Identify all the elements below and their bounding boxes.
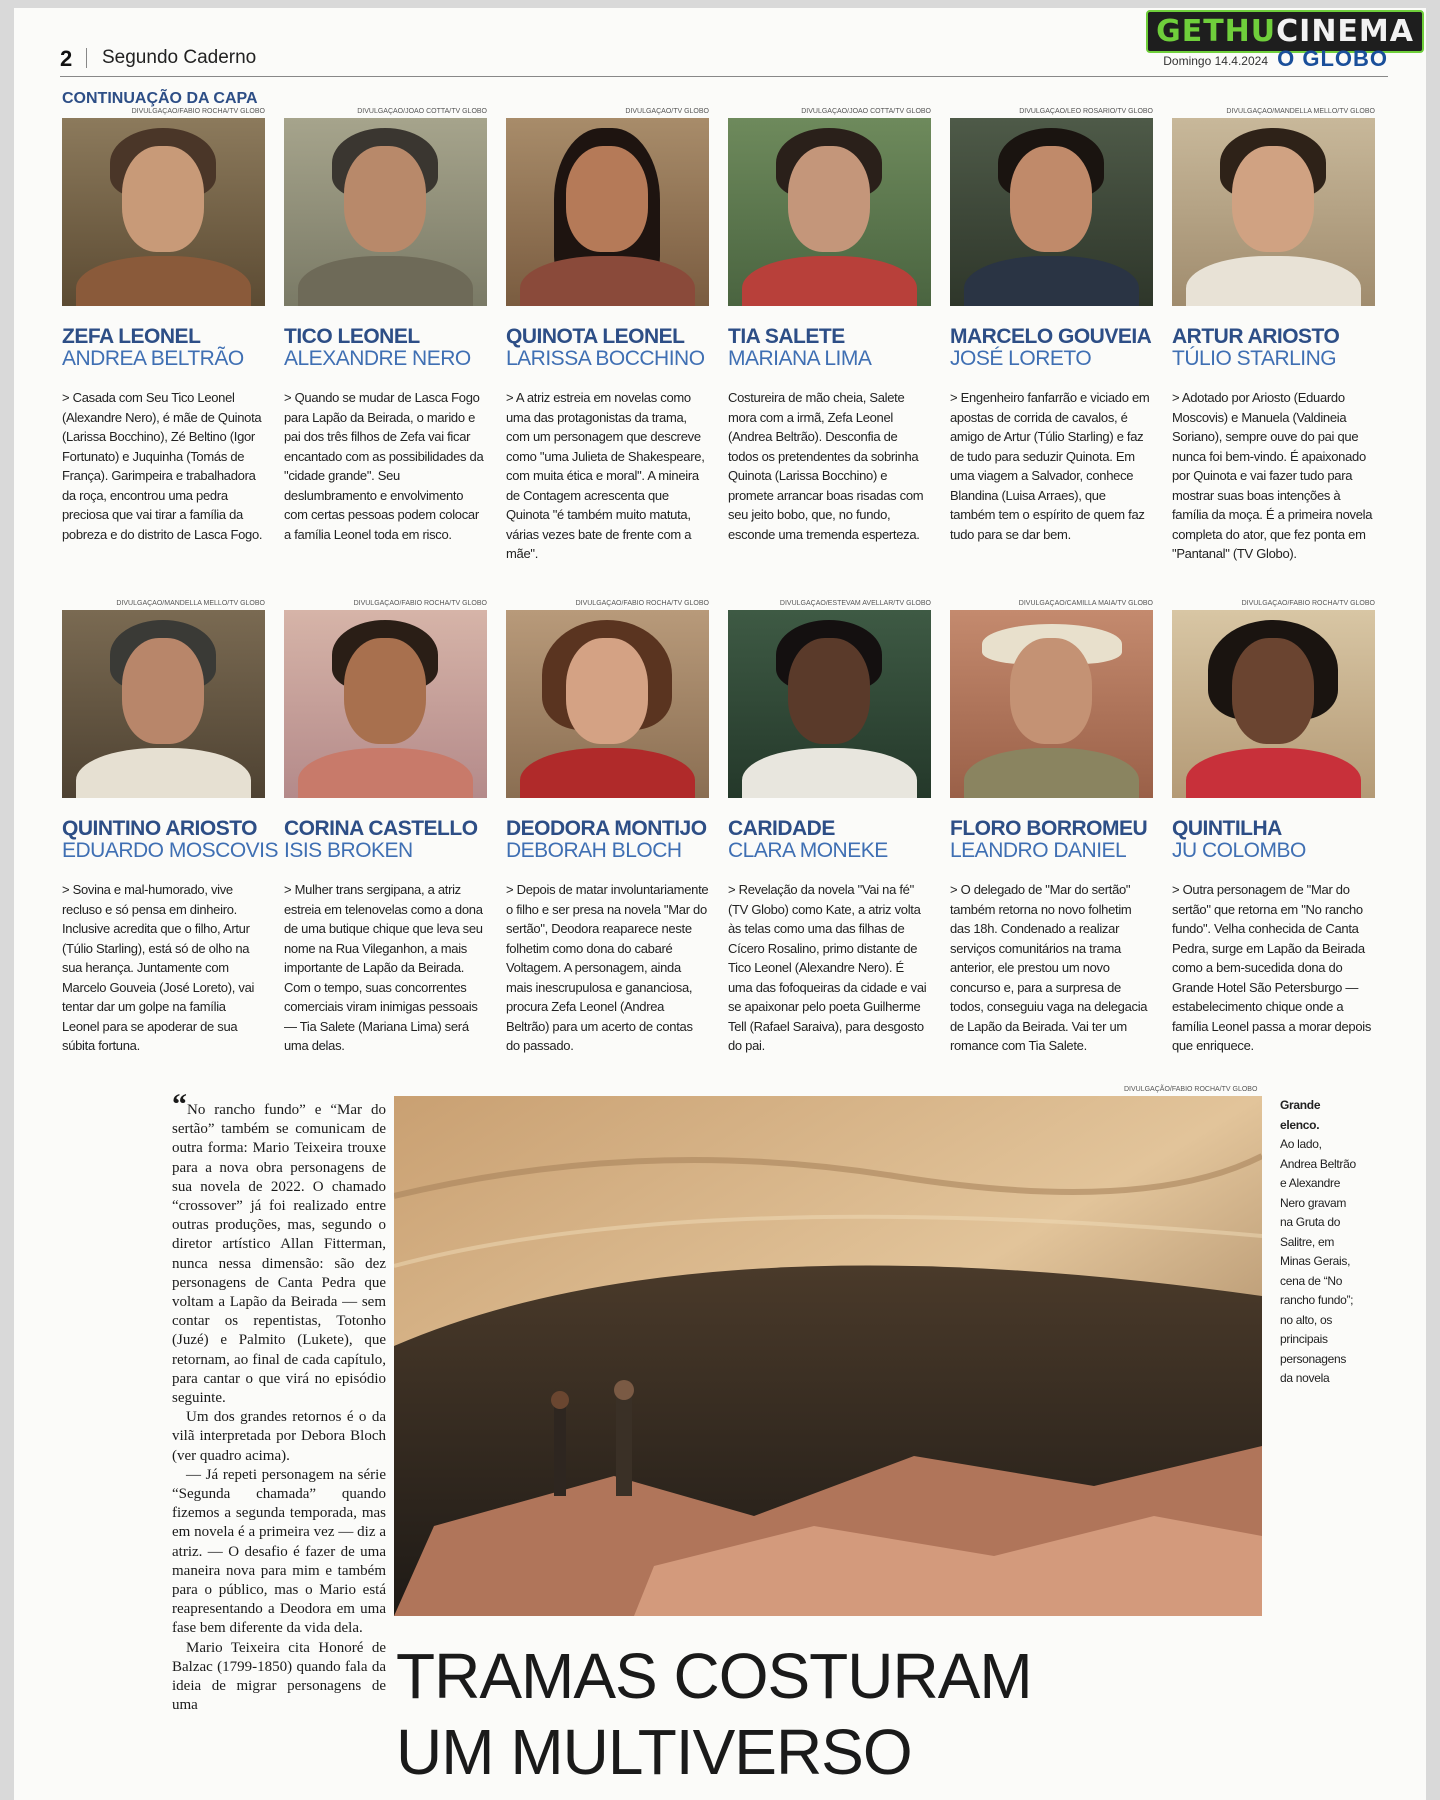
character-name: QUINOTA LEONEL <box>506 325 685 348</box>
cast-card <box>950 108 1153 544</box>
figure-man <box>616 1396 632 1496</box>
character-description: > Sovina e mal-humorado, vive recluso e só pensa em dinheiro. Inclusive acredita que o filho, Artur (Túlio Starling), está só de olho na sua herança. Juntamente com Marcelo Gouveia (José Loreto), vai tentar dar um golpe na família Leonel para se apoderar de sua súbita fortuna. <box>62 882 255 1053</box>
page-number: 2 <box>60 46 73 71</box>
cast-photo <box>506 118 709 306</box>
character-name: CARIDADE <box>728 817 835 840</box>
photo-credit: DIVULGAÇÃO/FABIO ROCHA/TV GLOBO <box>1241 600 1375 607</box>
cast-card <box>1172 108 1375 564</box>
cave-scene-photo <box>394 1096 1262 1616</box>
cast-photo <box>62 610 265 798</box>
photo-credit: DIVULGAÇÃO/FABIO ROCHA/TV GLOBO <box>575 600 709 607</box>
character-description: Costureira de mão cheia, Salete mora com a irmã, Zefa Leonel (Andrea Beltrão). Desconfia de todos os pretendentes da sobrinha Quinota (Larissa Bocchino) e promete arrancar boas risadas com seu jeito bobo, que, no fundo, esconde uma tremenda esperteza. <box>728 390 924 542</box>
watermark-logo: GETHUCINEMA <box>1146 10 1424 53</box>
character-name: ZEFA LEONEL <box>62 325 201 348</box>
actor-name: TÚLIO STARLING <box>1172 347 1337 370</box>
character-description: > Casada com Seu Tico Leonel (Alexandre Nero), é mãe de Quinota (Larissa Bocchino), Zé Beltino (Igor Fortunato) e Juquinha (Tomás de França). Garimpeira e trabalhadora da roça, encontrou uma pedra preciosa que vai tirar a família da pobreza e do distrito de Lasca Fogo. <box>62 390 263 542</box>
cast-card <box>728 108 931 544</box>
caption-title: Grande elenco. <box>1280 1098 1321 1132</box>
photo-credit: DIVULGAÇÃO/JOÃO COTTA/TV GLOBO <box>357 108 487 115</box>
character-name: FLORO BORROMEU <box>950 817 1148 840</box>
article-paragraph: — Já repeti personagem na série “Segunda chamada” quando fizemos a segunda temporada, mas em novela é a primeira vez — diz a atriz. — O desafio é fazer de uma maneira nova para mim e também para o público, mas o Mario está reapresentando a Deodora em uma fase bem diferente da vida dela. <box>172 1466 386 1637</box>
actor-name: ANDREA BELTRÃO <box>62 347 244 370</box>
newspaper-page <box>14 8 1426 1800</box>
actor-name: LEANDRO DANIEL <box>950 839 1127 862</box>
actor-name: EDUARDO MOSCOVIS <box>62 839 279 862</box>
character-name: DEODORA MONTIJO <box>506 817 707 840</box>
character-description: > Outra personagem de "Mar do sertão" que retorna em "No rancho fundo". Velha conhecida de Canta Pedra, surge em Lapão da Beirada como a bem-sucedida dona do Grande Hotel São Petersburgo — estabelecimento chique onde a família Leonel passa a morar depois que enriquece. <box>1172 882 1372 1053</box>
cast-card <box>950 600 1153 1056</box>
character-name: QUINTILHA <box>1172 817 1282 840</box>
character-description: > O delegado de "Mar do sertão" também retorna no novo folhetim das 18h. Condenado a realizar serviços comunitários na trama anterior, ele prestou um novo concurso e, para a surpresa de todos, conseguiu vaga na delegacia de Lapão da Beirada. Vai ter um romance com Tia Salete. <box>950 882 1148 1053</box>
actor-name: LARISSA BOCCHINO <box>506 347 705 370</box>
article-paragraph: Mario Teixeira cita Honoré de Balzac (1799-1850) quando fala da ideia de migrar personagens de uma <box>172 1639 386 1714</box>
issue-date: Domingo 14.4.2024 <box>1163 54 1268 68</box>
photo-credit: DIVULGAÇÃO/CAMILLA MAIA/TV GLOBO <box>1018 600 1153 607</box>
cast-photo <box>728 118 931 306</box>
actor-name: ALEXANDRE NERO <box>284 347 471 370</box>
character-description: > Quando se mudar de Lasca Fogo para Lapão da Beirada, o marido e pai dos três filhos de Zefa vai ficar encantado com as possibilidades da "cidade grande". Seu deslumbramento e envolvimento com certas pessoas podem colocar a família Leonel toda em risco. <box>284 390 484 542</box>
cast-photo <box>728 610 931 798</box>
photo-credit: DIVULGAÇÃO/MANDELLA MELLO/TV GLOBO <box>116 600 265 607</box>
actor-name: MARIANA LIMA <box>728 347 872 370</box>
photo-credit: DIVULGAÇÃO/ESTEVAM AVELLAR/TV GLOBO <box>779 600 931 607</box>
character-description: > Revelação da novela "Vai na fé" (TV Globo) como Kate, a atriz volta às telas como uma das filhas de Cícero Rosalino, primo distante de Tico Leonel (Alexandre Nero). É uma das fofoqueiras da cidade e vai se apaixonar pelo poeta Guilherme Tell (Rafael Saraiva), para desgosto do pai. <box>728 882 927 1053</box>
photo-credit: DIVULGAÇÃO/FABIO ROCHA/TV GLOBO <box>353 600 487 607</box>
opening-quote: “ <box>172 1088 187 1121</box>
character-name: CORINA CASTELLO <box>284 817 478 840</box>
cast-card <box>62 108 265 544</box>
article-headline <box>396 1638 1032 1790</box>
photo-credit: DIVULGAÇÃO/MANDELLA MELLO/TV GLOBO <box>1226 108 1375 115</box>
newspaper-logo: O GLOBO <box>1277 46 1388 71</box>
actor-name: JOSÉ LORETO <box>950 347 1092 370</box>
actor-name: ISIS BROKEN <box>284 839 413 862</box>
character-description: > Adotado por Ariosto (Eduardo Moscovis) e Manuela (Valdineia Soriano), sempre ouve do pai que nunca foi bem-vindo. É apaixonado por Quinota e vai fazer tudo para mostrar suas boas intenções à família da moça. É a primeira novela completa do ator, que fez ponta em "Pantanal" (TV Globo). <box>1172 390 1373 561</box>
cast-card <box>1172 600 1375 1056</box>
actor-name: DEBORAH BLOCH <box>506 839 682 862</box>
actor-name: CLARA MONEKE <box>728 839 888 862</box>
cast-photo <box>62 118 265 306</box>
page-header <box>60 42 1388 77</box>
cast-photo <box>284 118 487 306</box>
article-paragraph: Um dos grandes retornos é o da vilã interpretada por Debora Bloch (ver quadro acima). <box>172 1409 386 1464</box>
article-body <box>172 1088 386 1716</box>
figure-woman <box>554 1406 566 1496</box>
cave-illustration <box>394 1096 1262 1616</box>
cast-card <box>728 600 931 1056</box>
cast-photo <box>1172 610 1375 798</box>
photo-caption <box>1280 1096 1360 1389</box>
photo-credit: DIVULGAÇÃO/LEO ROSÁRIO/TV GLOBO <box>1019 108 1153 115</box>
cast-photo <box>284 610 487 798</box>
cast-card <box>62 600 279 1056</box>
character-description: > Depois de matar involuntariamente o filho e ser presa na novela "Mar do sertão", Deodora reaparece neste folhetim como dona do cabaré Voltagem. A personagem, ainda mais inescrupulosa e gananciosa, procura Zefa Leonel (Andrea Beltrão) para um acerto de contas do passado. <box>506 882 709 1053</box>
photo-credit: DIVULGAÇÃO/TV GLOBO <box>625 108 709 115</box>
cast-photo <box>950 118 1153 306</box>
character-description: > A atriz estreia em novelas como uma das protagonistas da trama, com um personagem que descreve como "uma Julieta de Shakespeare, com muita ética e moral". A mineira de Contagem acrescenta que Quinota "é também muito matuta, várias vezes bate de frente com a mãe". <box>506 390 705 561</box>
cast-card <box>506 108 709 564</box>
character-name: MARCELO GOUVEIA <box>950 325 1152 348</box>
character-name: TICO LEONEL <box>284 325 420 348</box>
character-name: ARTUR ARIOSTO <box>1172 325 1340 348</box>
header-divider <box>86 48 87 68</box>
section-name: Segundo Caderno <box>102 47 257 68</box>
headline-line-2: UM MULTIVERSO <box>396 1716 912 1788</box>
main-photo-credit: DIVULGAÇÃO/FABIO ROCHA/TV GLOBO <box>1124 1086 1258 1093</box>
cast-photo <box>950 610 1153 798</box>
character-name: QUINTINO ARIOSTO <box>62 817 258 840</box>
character-description: > Engenheiro fanfarrão e viciado em apostas de corrida de cavalos, é amigo de Artur (Túlio Starling) e faz de tudo para seduzir Quinota. Em uma viagem a Salvador, conhece Blandina (Luisa Arraes), que também tem o espírito de quem faz tudo para se dar bem. <box>950 390 1150 542</box>
cast-card <box>284 108 487 544</box>
character-name: TIA SALETE <box>728 325 845 348</box>
cast-card <box>284 600 487 1056</box>
cast-photo <box>1172 118 1375 306</box>
cast-card <box>506 600 709 1056</box>
headline-line-1: TRAMAS COSTURAM <box>396 1640 1032 1712</box>
article-paragraph: “No rancho fundo” e “Mar do sertão” também se comunicam de outra forma: Mario Teixeira trouxe para a nova obra personagens de sua novela de 2022. O chamado “crossover” já foi realizado entre outras produções, mas, segundo o diretor artístico Allan Fitterman, nunca nessa dimensão: são dez personagens de Canta Pedra que voltam a Lapão da Beirada — sem contar os repentistas, Totonho (Juzé) e Palmito (Lukete), que retornam, ao final de cada capítulo, para cantar o que virá no episódio seguinte. <box>172 1088 386 1407</box>
actor-name: JU COLOMBO <box>1172 839 1306 862</box>
caption-text: Ao lado, Andrea Beltrão e Alexandre Nero gravam na Gruta do Salitre, em Minas Gerais, cena de “No rancho fundo”; no alto, os principais personagens da novela <box>1280 1137 1356 1385</box>
character-description: > Mulher trans sergipana, a atriz estreia em telenovelas como a dona de uma butique chique que leva seu nome na Rua Vileganhon, a mais importante de Lapão da Beirada. Com o tempo, suas concorrentes comerciais viram inimigas pessoais — Tia Salete (Mariana Lima) será uma delas. <box>284 882 483 1053</box>
photo-credit: DIVULGAÇÃO/FABIO ROCHA/TV GLOBO <box>131 108 265 115</box>
cast-photo <box>506 610 709 798</box>
photo-credit: DIVULGAÇÃO/JOÃO COTTA/TV GLOBO <box>801 108 931 115</box>
section-kicker: CONTINUAÇÃO DA CAPA <box>62 90 258 107</box>
